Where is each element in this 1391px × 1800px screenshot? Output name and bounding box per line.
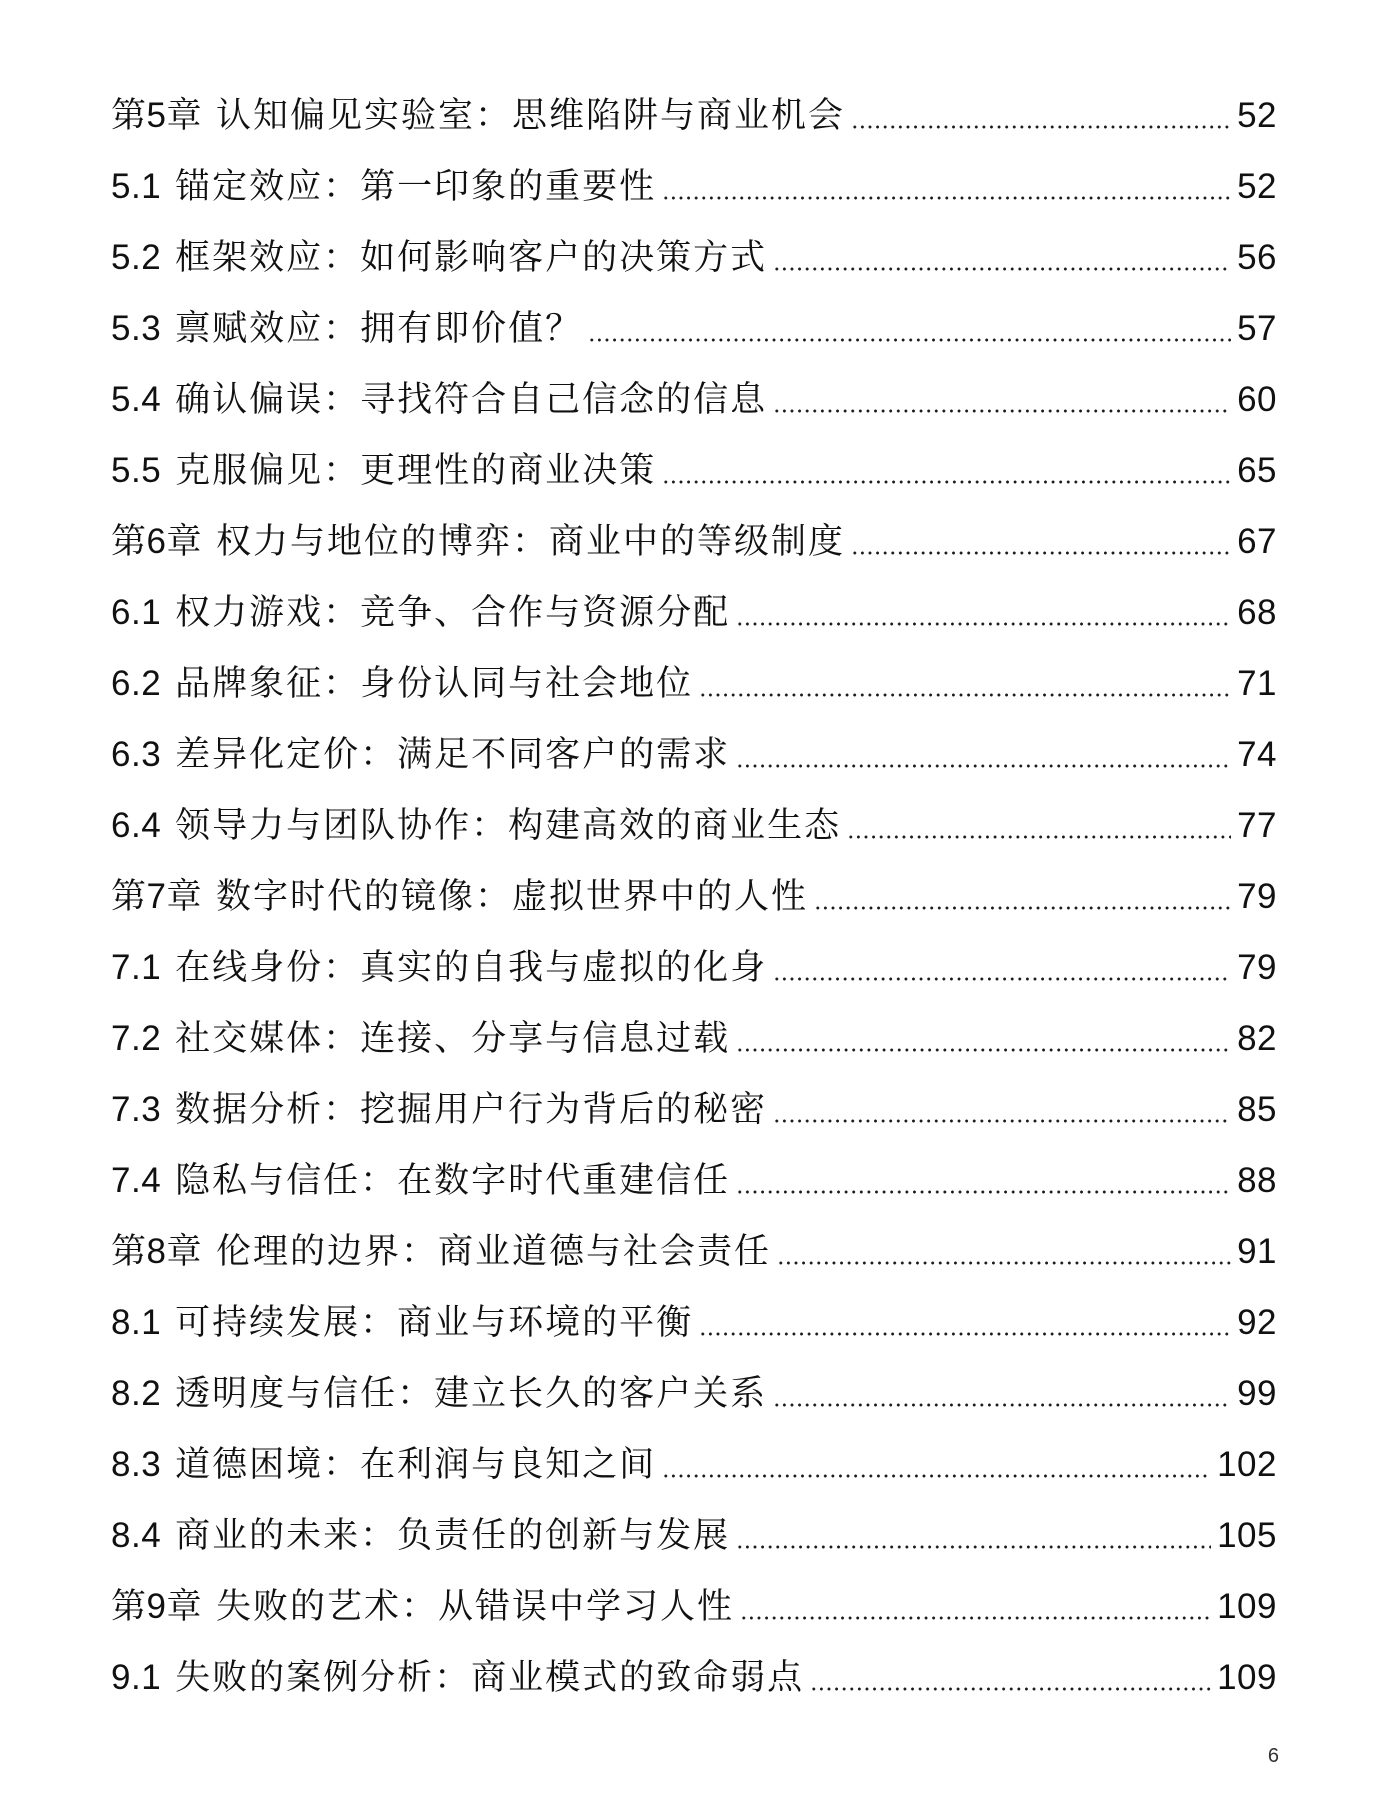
toc-entry-page: 82 bbox=[1237, 1019, 1277, 1058]
dot-leader bbox=[736, 1545, 1211, 1549]
toc-entry-number: 7.2 bbox=[111, 1019, 162, 1058]
toc-entry[interactable] bbox=[111, 1003, 1277, 1074]
toc-entry-number: 6.2 bbox=[111, 664, 162, 703]
dot-leader bbox=[851, 551, 1231, 555]
toc-entry-page: 71 bbox=[1237, 664, 1277, 703]
toc-entry-page: 68 bbox=[1237, 593, 1277, 632]
toc-entry[interactable] bbox=[111, 577, 1277, 648]
toc-entry-number: 5.3 bbox=[111, 309, 162, 348]
toc-entry-number: 8.1 bbox=[111, 1303, 162, 1342]
toc-entry-title: 透明度与信任：建立长久的客户关系 bbox=[175, 1374, 768, 1413]
toc-entry-title: 数字时代的镜像：虚拟世界中的人性 bbox=[215, 877, 808, 916]
toc-entry-number: 5.1 bbox=[111, 167, 162, 206]
toc-entry-title: 确认偏误：寻找符合自己信念的信息 bbox=[175, 380, 768, 419]
dot-leader bbox=[777, 1261, 1231, 1265]
toc-entry[interactable] bbox=[111, 1074, 1277, 1145]
toc-entry[interactable] bbox=[111, 1642, 1277, 1713]
toc-entry-page: 88 bbox=[1237, 1161, 1277, 1200]
toc-entry-page: 77 bbox=[1237, 806, 1277, 845]
toc-entry[interactable] bbox=[111, 648, 1277, 719]
toc-entry-title: 克服偏见：更理性的商业决策 bbox=[175, 451, 657, 490]
toc-entry[interactable] bbox=[111, 1500, 1277, 1571]
toc-entry[interactable] bbox=[111, 80, 1277, 151]
dot-leader bbox=[773, 1119, 1231, 1123]
toc-entry-number: 6.4 bbox=[111, 806, 162, 845]
toc-entry-page: 74 bbox=[1237, 735, 1277, 774]
toc-entry-page: 67 bbox=[1237, 522, 1277, 561]
dot-leader bbox=[773, 977, 1231, 981]
toc-entry-title: 权力游戏：竞争、合作与资源分配 bbox=[175, 593, 731, 632]
dot-leader bbox=[736, 1190, 1231, 1194]
toc-entry-page: 91 bbox=[1237, 1232, 1277, 1271]
toc-entry[interactable] bbox=[111, 1429, 1277, 1500]
dot-leader bbox=[588, 338, 1231, 342]
toc-entry-title: 品牌象征：身份认同与社会地位 bbox=[175, 664, 694, 703]
toc-entry[interactable] bbox=[111, 506, 1277, 577]
toc-entry[interactable] bbox=[111, 435, 1277, 506]
toc-entry-title: 认知偏见实验室：思维陷阱与商业机会 bbox=[215, 96, 845, 135]
toc-entry[interactable] bbox=[111, 932, 1277, 1003]
dot-leader bbox=[699, 693, 1231, 697]
toc-entry-number: 6.3 bbox=[111, 735, 162, 774]
toc-entry-title: 锚定效应：第一印象的重要性 bbox=[175, 167, 657, 206]
dot-leader bbox=[773, 267, 1231, 271]
table-of-contents bbox=[111, 80, 1277, 1713]
toc-entry-title: 权力与地位的博弈：商业中的等级制度 bbox=[215, 522, 845, 561]
toc-entry-number: 8.3 bbox=[111, 1445, 162, 1484]
toc-entry-page: 79 bbox=[1237, 948, 1277, 987]
toc-entry-title: 数据分析：挖掘用户行为背后的秘密 bbox=[175, 1090, 768, 1129]
toc-entry[interactable] bbox=[111, 293, 1277, 364]
toc-entry-number: 第8章 bbox=[111, 1232, 202, 1271]
toc-entry-title: 在线身份：真实的自我与虚拟的化身 bbox=[175, 948, 768, 987]
toc-entry-title: 领导力与团队协作：构建高效的商业生态 bbox=[175, 806, 842, 845]
toc-entry[interactable] bbox=[111, 1287, 1277, 1358]
toc-entry-number: 第9章 bbox=[111, 1587, 202, 1626]
toc-entry-title: 商业的未来：负责任的创新与发展 bbox=[175, 1516, 731, 1555]
dot-leader bbox=[851, 125, 1231, 129]
toc-entry-title: 框架效应：如何影响客户的决策方式 bbox=[175, 238, 768, 277]
toc-entry-title: 伦理的边界：商业道德与社会责任 bbox=[215, 1232, 771, 1271]
toc-entry[interactable] bbox=[111, 1571, 1277, 1642]
toc-entry-page: 109 bbox=[1217, 1587, 1277, 1626]
toc-entry[interactable] bbox=[111, 222, 1277, 293]
toc-entry-number: 9.1 bbox=[111, 1658, 162, 1697]
toc-entry-number: 第7章 bbox=[111, 877, 202, 916]
toc-entry-page: 52 bbox=[1237, 167, 1277, 206]
toc-entry-title: 社交媒体：连接、分享与信息过载 bbox=[175, 1019, 731, 1058]
toc-entry-page: 57 bbox=[1237, 309, 1277, 348]
toc-entry-page: 52 bbox=[1237, 96, 1277, 135]
toc-entry[interactable] bbox=[111, 364, 1277, 435]
toc-entry-number: 7.3 bbox=[111, 1090, 162, 1129]
dot-leader bbox=[773, 409, 1231, 413]
toc-entry[interactable] bbox=[111, 1358, 1277, 1429]
toc-entry-page: 105 bbox=[1217, 1516, 1277, 1555]
toc-entry[interactable] bbox=[111, 1145, 1277, 1216]
toc-entry[interactable] bbox=[111, 861, 1277, 932]
dot-leader bbox=[736, 1048, 1231, 1052]
dot-leader bbox=[736, 764, 1231, 768]
toc-entry-number: 8.2 bbox=[111, 1374, 162, 1413]
toc-entry-title: 可持续发展：商业与环境的平衡 bbox=[175, 1303, 694, 1342]
dot-leader bbox=[662, 480, 1231, 484]
dot-leader bbox=[810, 1687, 1211, 1691]
toc-entry[interactable] bbox=[111, 151, 1277, 222]
toc-entry-title: 差异化定价：满足不同客户的需求 bbox=[175, 735, 731, 774]
toc-entry-number: 5.5 bbox=[111, 451, 162, 490]
toc-entry-page: 79 bbox=[1237, 877, 1277, 916]
toc-entry-title: 失败的艺术：从错误中学习人性 bbox=[215, 1587, 734, 1626]
toc-entry-page: 99 bbox=[1237, 1374, 1277, 1413]
toc-entry[interactable] bbox=[111, 790, 1277, 861]
toc-entry-number: 8.4 bbox=[111, 1516, 162, 1555]
dot-leader bbox=[736, 622, 1231, 626]
toc-entry-number: 第6章 bbox=[111, 522, 202, 561]
dot-leader bbox=[699, 1332, 1231, 1336]
toc-entry-title: 禀赋效应：拥有即价值？ bbox=[175, 309, 583, 348]
dot-leader bbox=[662, 1474, 1211, 1478]
toc-entry-page: 60 bbox=[1237, 380, 1277, 419]
toc-entry-page: 92 bbox=[1237, 1303, 1277, 1342]
toc-entry-page: 65 bbox=[1237, 451, 1277, 490]
dot-leader bbox=[847, 835, 1231, 839]
toc-entry-page: 102 bbox=[1217, 1445, 1277, 1484]
toc-entry[interactable] bbox=[111, 1216, 1277, 1287]
dot-leader bbox=[662, 196, 1231, 200]
toc-entry-number: 5.4 bbox=[111, 380, 162, 419]
toc-entry-page: 109 bbox=[1217, 1658, 1277, 1697]
toc-entry-page: 56 bbox=[1237, 238, 1277, 277]
dot-leader bbox=[814, 906, 1231, 910]
dot-leader bbox=[773, 1403, 1231, 1407]
toc-entry-number: 第5章 bbox=[111, 96, 202, 135]
toc-entry-title: 隐私与信任：在数字时代重建信任 bbox=[175, 1161, 731, 1200]
toc-entry-title: 失败的案例分析：商业模式的致命弱点 bbox=[175, 1658, 805, 1697]
toc-entry-title: 道德困境：在利润与良知之间 bbox=[175, 1445, 657, 1484]
dot-leader bbox=[740, 1616, 1211, 1620]
toc-entry-number: 7.4 bbox=[111, 1161, 162, 1200]
page-number: 6 bbox=[1267, 1745, 1279, 1767]
toc-entry-page: 85 bbox=[1237, 1090, 1277, 1129]
toc-entry-number: 6.1 bbox=[111, 593, 162, 632]
toc-entry-number: 7.1 bbox=[111, 948, 162, 987]
toc-entry-number: 5.2 bbox=[111, 238, 162, 277]
toc-entry[interactable] bbox=[111, 719, 1277, 790]
